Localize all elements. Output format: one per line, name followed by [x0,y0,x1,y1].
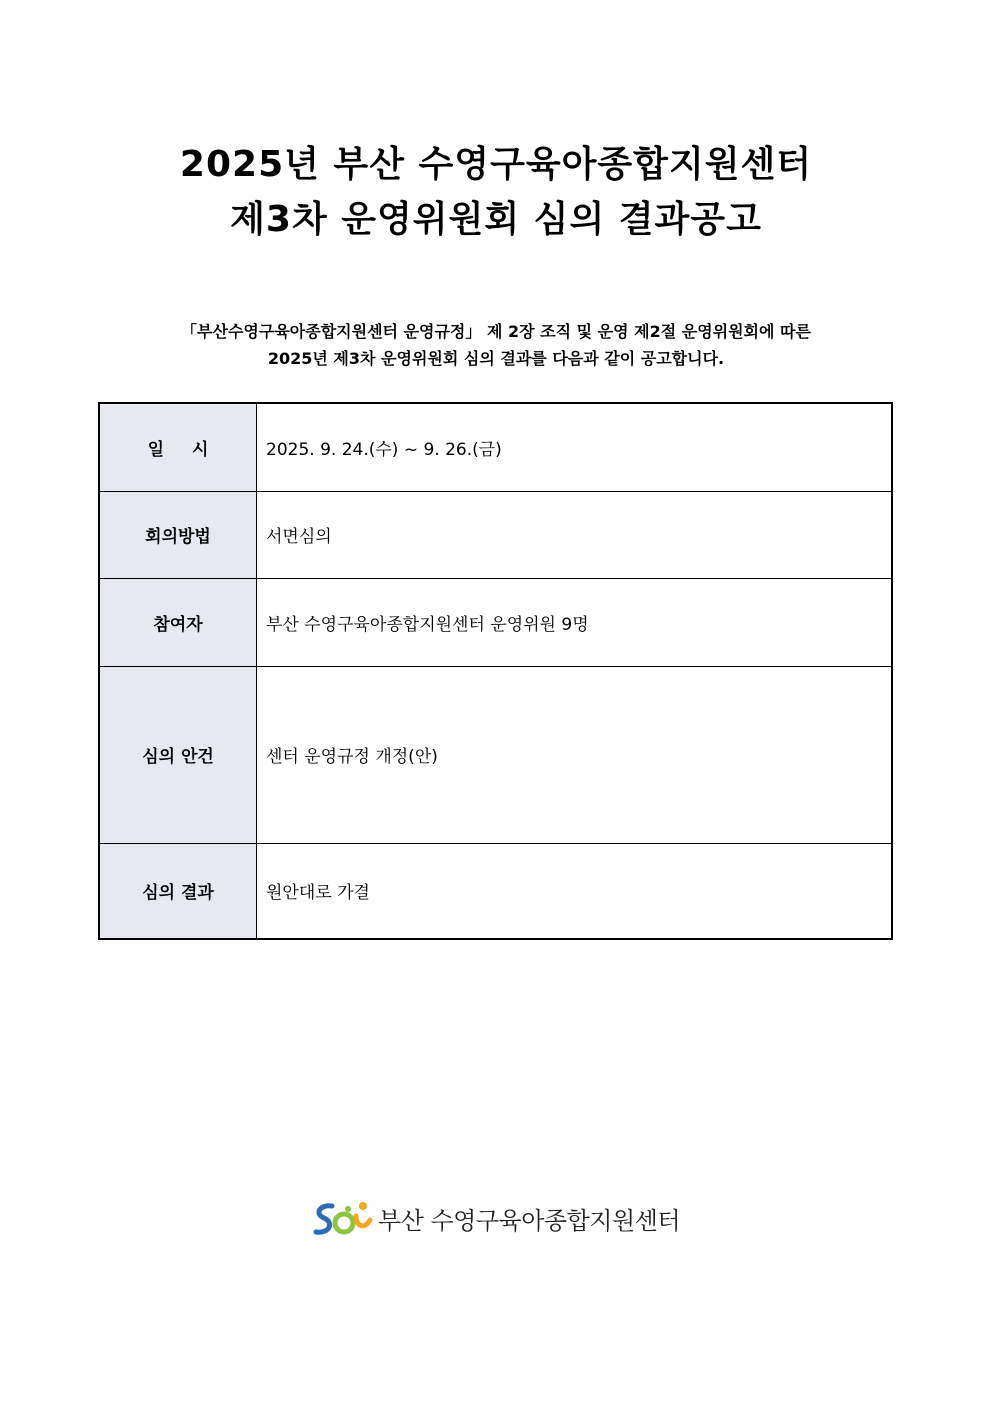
document-title-line1: 2025년 부산 수영구육아종합지원센터 [179,144,813,185]
label-datetime: 일시 [99,403,257,491]
value-result: 원안대로 가결 [257,843,893,939]
value-datetime: 2025. 9. 24.(수) ~ 9. 26.(금) [257,403,893,491]
value-method: 서면심의 [257,491,893,578]
organization-name: 부산 수영구육아종합지원센터 [378,1206,681,1235]
label-agenda: 심의 안건 [99,666,257,843]
table-row-participants [99,578,892,666]
intro-text-line2: 2025년 제3차 운영위원회 심의 결과를 다음과 같이 공고합니다. [267,349,725,368]
label-method: 회의방법 [99,491,257,578]
table-row-datetime [99,403,892,491]
meeting-info-table [98,402,893,940]
table-row-method [99,491,892,578]
value-agenda: 센터 운영규정 개정(안) [257,666,893,843]
table-row-agenda [99,666,892,843]
table-row-result [99,843,892,939]
footer-brand [312,1196,680,1240]
label-result: 심의 결과 [99,843,257,939]
intro-text-line1: 「부산수영구육아종합지원센터 운영규정」 제 2장 조직 및 운영 제2절 운영위원회에 따른 [181,322,811,341]
value-participants: 부산 수영구육아종합지원센터 운영위원 9명 [257,578,893,666]
label-participants: 참여자 [99,578,257,666]
organization-logo-icon [312,1196,374,1240]
document-title-line2: 제3차 운영위원회 심의 결과공고 [230,199,762,240]
